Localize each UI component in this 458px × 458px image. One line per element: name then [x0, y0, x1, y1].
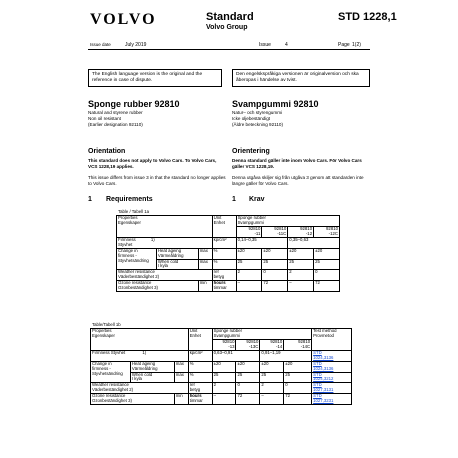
- table-row: [117, 248, 340, 259]
- cell: ±20: [260, 361, 284, 372]
- material-line: (Äldre beteckning 92110): [232, 121, 283, 127]
- cell: 92810: [246, 338, 259, 344]
- table-1a: [116, 215, 340, 292]
- cell: Firmness Styvhet: [92, 349, 126, 355]
- cell: 92810: [270, 338, 283, 344]
- material-title-en: Sponge rubber 92810: [88, 99, 180, 109]
- cell: When cold: [131, 371, 153, 377]
- cell: –: [212, 394, 236, 405]
- cell: Svampgummi: [237, 219, 264, 225]
- table-row: [117, 237, 340, 248]
- cell: Ozone resistance: [92, 393, 126, 399]
- cell: max: [198, 248, 212, 259]
- header-properties: [117, 216, 213, 238]
- test-method-link[interactable]: [312, 383, 352, 394]
- cell: Svampgummi: [213, 332, 240, 338]
- cell: Ozonbeständighet: [118, 285, 153, 291]
- footnote-ref: 3): [154, 285, 158, 291]
- cell: Enhet: [189, 332, 201, 338]
- cell: 72: [262, 281, 288, 292]
- cell: Heat ageing: [131, 360, 156, 366]
- material-line: Natural and styrene rubber: [88, 110, 143, 115]
- page-label: Page: [338, 42, 350, 48]
- cell: ref: [189, 382, 195, 388]
- cell: 92810: [298, 338, 311, 344]
- table-row: [91, 394, 352, 405]
- cell: 2: [288, 270, 314, 281]
- cell: hours: [213, 280, 226, 286]
- cell: ±20: [288, 248, 314, 259]
- cell: Väderbeständighet: [92, 387, 129, 393]
- cell: 92810: [274, 225, 287, 231]
- requirements-number-en: 1: [88, 196, 92, 203]
- cell: Ozonbeständighet: [92, 398, 127, 404]
- grade-header: [262, 226, 288, 237]
- orientation-heading-en: Orientation: [88, 148, 126, 155]
- cell: I kyla: [157, 263, 168, 269]
- cell: [212, 270, 236, 281]
- cell: When cold: [157, 258, 179, 264]
- cell: I kyla: [131, 376, 142, 382]
- cell: kp/cm²: [212, 237, 236, 248]
- cell: -11C: [277, 230, 287, 236]
- cell: ±20: [262, 248, 288, 259]
- header-method: [312, 329, 352, 351]
- cell: 92810: [326, 225, 338, 231]
- orientation-bold-en: This standard does not apply to Volvo Cars. To Volvo Cars, VCS 1228,19 applies.: [88, 158, 217, 169]
- requirements-heading-en: Requirements: [106, 196, 153, 203]
- table-1b: [90, 328, 352, 405]
- cell: Ozone resistance: [118, 280, 152, 286]
- cell: 72: [314, 281, 340, 292]
- row-label: [91, 361, 131, 383]
- cell: Styvhetsändring: [92, 370, 123, 376]
- cell: Weather resistance: [118, 269, 155, 275]
- footnote-ref: 2): [129, 387, 134, 393]
- cell: 25: [260, 372, 284, 383]
- cell[interactable]: STD: [313, 371, 322, 377]
- table-row: [117, 281, 340, 292]
- cell[interactable]: 1024,3212: [313, 376, 334, 382]
- cell: Properties: [118, 215, 138, 220]
- cell: Provmetod: [313, 332, 334, 338]
- cell: 0: [314, 270, 340, 281]
- cell: 72: [236, 394, 260, 405]
- test-method-link[interactable]: [312, 394, 352, 405]
- row-sublabel: [156, 248, 198, 259]
- cell: -13: [228, 343, 235, 349]
- cell: Change in firmness -: [92, 360, 112, 371]
- material-line: (Earlier designation 92110): [88, 121, 143, 127]
- cell: -14C: [300, 343, 311, 349]
- cell: 25: [212, 372, 236, 383]
- cell: 72: [284, 394, 312, 405]
- cell: Enhet: [213, 219, 225, 225]
- requirements-number-sv: 1: [232, 196, 236, 203]
- cell: hours: [189, 393, 202, 399]
- cell: %: [212, 248, 236, 259]
- header-unit: [212, 216, 236, 238]
- row-label: [117, 248, 157, 270]
- cell: Properties: [92, 328, 112, 333]
- cell: 0,63–0,91: [212, 350, 260, 361]
- cell: 0: [284, 383, 312, 394]
- cell: Egenskaper: [92, 332, 115, 338]
- cell: Värmeåldring: [131, 365, 158, 371]
- cell[interactable]: 1024,3136: [313, 365, 334, 371]
- footnote-ref: 3): [128, 398, 132, 404]
- cell: 2: [236, 270, 262, 281]
- cell[interactable]: STD: [313, 349, 322, 355]
- cell: Egenskaper: [118, 219, 141, 225]
- cell: Change in firmness -: [118, 247, 138, 258]
- cell: Unit: [189, 328, 198, 333]
- cell: 2: [260, 383, 284, 394]
- table-row: [91, 350, 352, 361]
- grade-header: [314, 226, 340, 237]
- volvo-logo: VOLVO: [90, 11, 157, 28]
- row-label: [117, 281, 199, 292]
- table-1a-caption: Table / Tabell 1a: [118, 209, 149, 214]
- grade-header: [288, 226, 314, 237]
- orientation-text-sv: Denna utgåva skiljer sig från utgåva 3 genom att standarden inte längre gäller för Volvo Cars.: [232, 175, 364, 186]
- grade-header: [284, 339, 312, 350]
- cell: 25: [314, 259, 340, 270]
- cell: 0,91–1,19: [260, 350, 312, 361]
- cell: max: [174, 361, 188, 372]
- table-row: [117, 270, 340, 281]
- grade-header: [212, 339, 236, 350]
- grade-header: [236, 339, 260, 350]
- material-description-sv: [232, 110, 283, 128]
- cell: Styvhet: [118, 241, 133, 247]
- table-row: [91, 383, 352, 394]
- cell: timmar: [189, 398, 203, 404]
- document-type: Standard: [206, 11, 254, 23]
- row-label: [91, 394, 175, 405]
- document-owner: Volvo Group: [206, 24, 248, 31]
- header-material: [212, 329, 312, 340]
- issue-date-label: Issue date: [90, 42, 111, 47]
- cell: –: [260, 394, 284, 405]
- cell: -12C: [328, 230, 338, 236]
- grade-header: [260, 339, 284, 350]
- orientation-text-en: This issue differs from issue 3 in that the standard no longer applies to Volvo Cars.: [88, 175, 226, 186]
- cell: kp/cm²: [188, 350, 212, 361]
- cell: 25: [236, 372, 260, 383]
- table-row: [91, 372, 352, 383]
- footnote-ref: 1): [150, 236, 155, 242]
- header-material: [236, 216, 339, 227]
- cell: -11: [254, 230, 261, 236]
- row-sublabel: [130, 361, 174, 372]
- cell: %: [212, 259, 236, 270]
- cell: ±20: [314, 248, 340, 259]
- cell: min: [174, 394, 188, 405]
- cell: Firmness: [118, 236, 136, 242]
- cell: -12: [305, 230, 313, 236]
- cell: Styvhetsändring: [118, 257, 149, 263]
- cell[interactable]: STD: [313, 382, 322, 388]
- material-line: Icke oljebeständigt: [232, 115, 271, 121]
- cell: –: [236, 281, 262, 292]
- cell[interactable]: 1027,3231: [313, 398, 334, 404]
- table-row: [91, 329, 352, 340]
- material-title-sv: Svampgummi 92810: [232, 99, 319, 109]
- orientation-heading-sv: Orientering: [232, 148, 270, 155]
- cell: Weather resistance: [92, 382, 129, 388]
- cell: 0,35–0,63: [288, 237, 340, 248]
- row-label: [117, 270, 213, 281]
- cell: 0: [236, 383, 260, 394]
- cell: 25: [284, 372, 312, 383]
- cell: [212, 281, 236, 292]
- row-label: [91, 350, 189, 361]
- cell: [188, 383, 212, 394]
- cell: Sponge rubber: [213, 328, 243, 333]
- material-line: Non oil resistant: [88, 115, 121, 121]
- footnote-ref: 2): [155, 274, 160, 280]
- table-row: [117, 216, 340, 227]
- header-divider: [88, 49, 370, 50]
- cell: 92810: [300, 225, 313, 231]
- cell: 92810: [248, 225, 261, 231]
- issue-label: Issue: [259, 42, 271, 48]
- cell[interactable]: 1024,3136: [313, 354, 334, 360]
- footnote-ref: 1): [142, 349, 147, 355]
- row-label: [91, 383, 189, 394]
- notice-swedish: Den engelskspråkiga versionen är originalversion och ska åberopas i händelse av tvist.: [232, 69, 370, 87]
- cell: ref: [213, 269, 219, 275]
- cell: max: [198, 259, 212, 270]
- test-method-link[interactable]: [312, 350, 352, 361]
- cell: 2: [212, 383, 236, 394]
- header-properties: [91, 329, 189, 351]
- row-sublabel: [130, 372, 174, 383]
- cell: Väderbeständighet: [118, 274, 155, 280]
- cell: Unit: [213, 215, 222, 220]
- cell: -13C: [249, 343, 259, 349]
- issue-number: 4: [285, 42, 288, 48]
- grade-header: [236, 226, 262, 237]
- table-1b-caption: Table/Tabell 1b: [92, 322, 121, 327]
- cell: 25: [236, 259, 262, 270]
- cell: betyg: [213, 274, 225, 280]
- cell: ±20: [212, 361, 236, 372]
- cell: Sponge rubber: [237, 215, 266, 220]
- page-number: 1(2): [352, 42, 361, 48]
- test-method-link[interactable]: [312, 372, 352, 383]
- cell: betyg: [189, 387, 201, 393]
- cell: 25: [288, 259, 314, 270]
- row-label: [117, 237, 213, 248]
- cell: %: [188, 372, 212, 383]
- test-method-link[interactable]: [312, 361, 352, 372]
- requirements-heading-sv: Krav: [249, 196, 265, 203]
- cell: –: [288, 281, 314, 292]
- cell: 25: [262, 259, 288, 270]
- standard-number: STD 1228,1: [338, 11, 397, 23]
- notice-english: The English language version is the original and the reference in case of dispute.: [88, 69, 222, 87]
- material-description-en: [88, 110, 143, 128]
- material-line: Natur– och styrengummi: [232, 110, 283, 115]
- cell: Heat ageing: [157, 247, 182, 253]
- cell: timmar: [213, 285, 227, 291]
- header-unit: [188, 329, 212, 351]
- cell: [188, 394, 212, 405]
- table-row: [91, 361, 352, 372]
- cell: ±20: [236, 248, 262, 259]
- cell: -14: [276, 343, 283, 349]
- cell: max: [174, 372, 188, 383]
- cell: 0,14–0,35: [236, 237, 288, 248]
- cell: 0: [262, 270, 288, 281]
- cell: Värmeåldring: [157, 252, 184, 258]
- cell[interactable]: STD: [313, 360, 322, 366]
- row-sublabel: [156, 259, 198, 270]
- issue-date: July 2019: [125, 42, 147, 48]
- cell: Test method: [313, 328, 337, 333]
- cell: min: [198, 281, 212, 292]
- cell: ±20: [284, 361, 312, 372]
- cell: %: [188, 361, 212, 372]
- cell: ±20: [236, 361, 260, 372]
- cell[interactable]: STD: [313, 393, 322, 399]
- cell[interactable]: 1027,3131: [313, 387, 334, 393]
- orientation-bold-sv: Denna standard gäller inte inom Volvo Cars. För Volvo Cars gäller VCS 1228,19.: [232, 158, 362, 169]
- cell: 92810: [222, 338, 235, 344]
